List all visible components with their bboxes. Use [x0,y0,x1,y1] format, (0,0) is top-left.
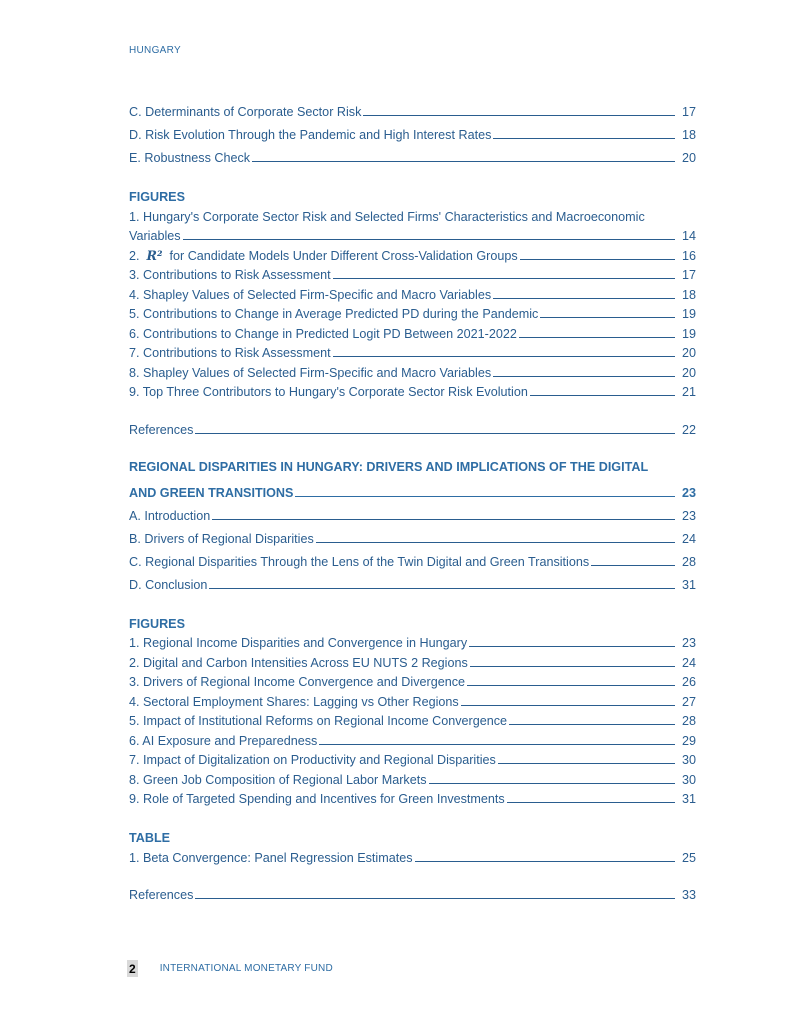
toc-entry[interactable] [129,321,696,341]
toc-entry-label: D. Conclusion [129,577,208,592]
toc-entry[interactable] [129,119,696,142]
toc-entry-page: 20 [681,346,696,360]
toc-entry-label: B. Drivers of Regional Disparities [129,531,314,546]
toc-entry[interactable] [129,631,696,651]
toc-entry-label: References [129,888,194,902]
figure-number: 2. [129,248,140,263]
toc-entry-page: 22 [681,422,696,437]
toc-entry-page: 19 [681,307,696,321]
part1-sections [129,96,696,165]
toc-entry-label: 7. Contributions to Risk Assessment [129,346,331,360]
toc-entry-label: References [129,422,194,437]
chapter-entry [129,451,696,500]
toc-entry[interactable] [129,142,696,165]
toc-entry-label: 8. Shapley Values of Selected Firm-Specific and Macro Variables [129,365,492,380]
toc-entry-label: E. Robustness Check [129,151,251,165]
toc-entry[interactable] [129,523,696,546]
toc-entry-label: 1. Regional Income Disparities and Convergence in Hungary [129,636,468,650]
toc-entry-label: C. Determinants of Corporate Sector Risk [129,105,362,119]
page-footer [127,960,333,977]
toc-entry-label: A. Introduction [129,508,211,523]
toc-entry-label: 9. Role of Targeted Spending and Incentives for Green Investments [129,792,505,806]
toc-entry-page: 16 [681,248,696,263]
toc-entry-label: 7. Impact of Digitalization on Productivity and Regional Disparities [129,753,496,767]
figures-heading: FIGURES [129,616,185,631]
toc-entry-label: 2. Digital and Carbon Intensities Across EU NUTS 2 Regions [129,655,468,670]
toc-entry-references[interactable] [129,417,696,437]
toc-entry-page: 28 [681,554,696,569]
toc-entry[interactable] [129,689,696,709]
toc-entry[interactable] [129,709,696,729]
chapter-sections [129,500,696,592]
toc-entry-page: 20 [681,365,696,380]
chapter-title-entry[interactable] [129,474,696,500]
toc-entry[interactable] [129,728,696,748]
toc-entry-label: Variables [129,229,181,243]
toc-entry-label: 6. Contributions to Change in Predicted Logit PD Between 2021-2022 [129,326,517,341]
toc-entry-label: 1. Beta Convergence: Panel Regression Estimates [129,850,413,865]
toc-entry[interactable] [129,360,696,380]
toc-entry-page: 31 [681,792,696,806]
toc-entry-page: 20 [681,151,696,165]
chapter-tables [129,845,696,865]
toc-entry-label: D. Risk Evolution Through the Pandemic and High Interest Rates [129,128,492,142]
r-squared-symbol: R² [146,247,163,263]
toc-entry-page: 21 [681,385,696,399]
toc-entry-label: 8. Green Job Composition of Regional Labor Markets [129,772,427,787]
toc-entry-page: 24 [681,531,696,546]
table-heading: TABLE [129,831,171,845]
toc-entry[interactable] [129,341,696,361]
toc-entry[interactable] [129,224,696,244]
toc-entry[interactable] [129,650,696,670]
toc-entry[interactable] [129,748,696,768]
toc-entry-page: 25 [681,850,696,865]
chapter-title-line[interactable]: REGIONAL DISPARITIES IN HUNGARY: DRIVERS AND IMPLICATIONS OF THE DIGITAL [129,459,649,474]
toc-entry-label: 4. Shapley Values of Selected Firm-Specific and Macro Variables [129,287,492,302]
toc-entry-page: 17 [681,105,696,119]
toc-entry[interactable] [129,845,696,865]
toc-entry[interactable] [129,569,696,592]
toc-entry[interactable] [129,500,696,523]
toc-entry-page: 18 [681,128,696,142]
toc-entry-label: 6. AI Exposure and Preparedness [129,733,318,748]
toc-entry-label: 5. Impact of Institutional Reforms on Regional Income Convergence [129,714,508,728]
toc-entry-page: 29 [681,733,696,748]
toc-entry[interactable] [129,546,696,569]
toc-entry-page: 27 [681,694,696,709]
footer-text: INTERNATIONAL MONETARY FUND [159,963,333,974]
toc-entry[interactable] [129,767,696,787]
toc-entry-page: 19 [681,326,696,341]
toc-entry[interactable] [129,96,696,119]
toc-entry[interactable] [129,380,696,400]
toc-entry-page: 33 [681,888,696,902]
toc-entry[interactable] [129,670,696,690]
part1-figures [129,204,696,399]
toc-entry[interactable] [129,787,696,807]
toc-entry-page: 31 [681,577,696,592]
chapter-figures [129,631,696,807]
figures-heading: FIGURES [129,190,185,204]
toc-entry-page: 30 [681,772,696,787]
toc-entry[interactable] [129,302,696,322]
toc-entry[interactable] [129,282,696,302]
toc-entry-label: 3. Drivers of Regional Income Convergence and Divergence [129,675,466,689]
toc-entry-page: 24 [681,655,696,670]
toc-entry-page: 30 [681,753,696,767]
toc-entry-page: 17 [681,268,696,282]
toc-entry-label: 5. Contributions to Change in Average Predicted PD during the Pandemic [129,307,539,321]
toc-entry-label: 4. Sectoral Employment Shares: Lagging vs Other Regions [129,694,459,709]
toc-entry-page: 18 [681,287,696,302]
toc-entry-page: 23 [681,485,696,500]
toc-entry-page: 14 [681,229,696,243]
running-header: HUNGARY [129,45,181,56]
toc-entry-label: 9. Top Three Contributors to Hungary's Corporate Sector Risk Evolution [129,385,528,399]
toc-entry-label: C. Regional Disparities Through the Lens of the Twin Digital and Green Transitions [129,554,590,569]
toc-entry-label: for Candidate Models Under Different Cross-Validation Groups [169,248,518,263]
toc-entry-label: 3. Contributions to Risk Assessment [129,268,331,282]
toc-entry-wrapped-line[interactable]: 1. Hungary's Corporate Sector Risk and Selected Firms' Characteristics and Macroeconomic [129,209,645,224]
toc-entry[interactable] [129,263,696,283]
table-of-contents [129,96,696,902]
toc-entry-label: AND GREEN TRANSITIONS [129,485,294,500]
toc-entry-page: 28 [681,714,696,728]
toc-entry-page: 26 [681,675,696,689]
toc-entry[interactable] [129,243,696,263]
page-number: 2 [129,962,136,976]
toc-entry-references[interactable] [129,883,696,903]
toc-entry-page: 23 [681,636,696,650]
toc-entry-page: 23 [681,508,696,523]
